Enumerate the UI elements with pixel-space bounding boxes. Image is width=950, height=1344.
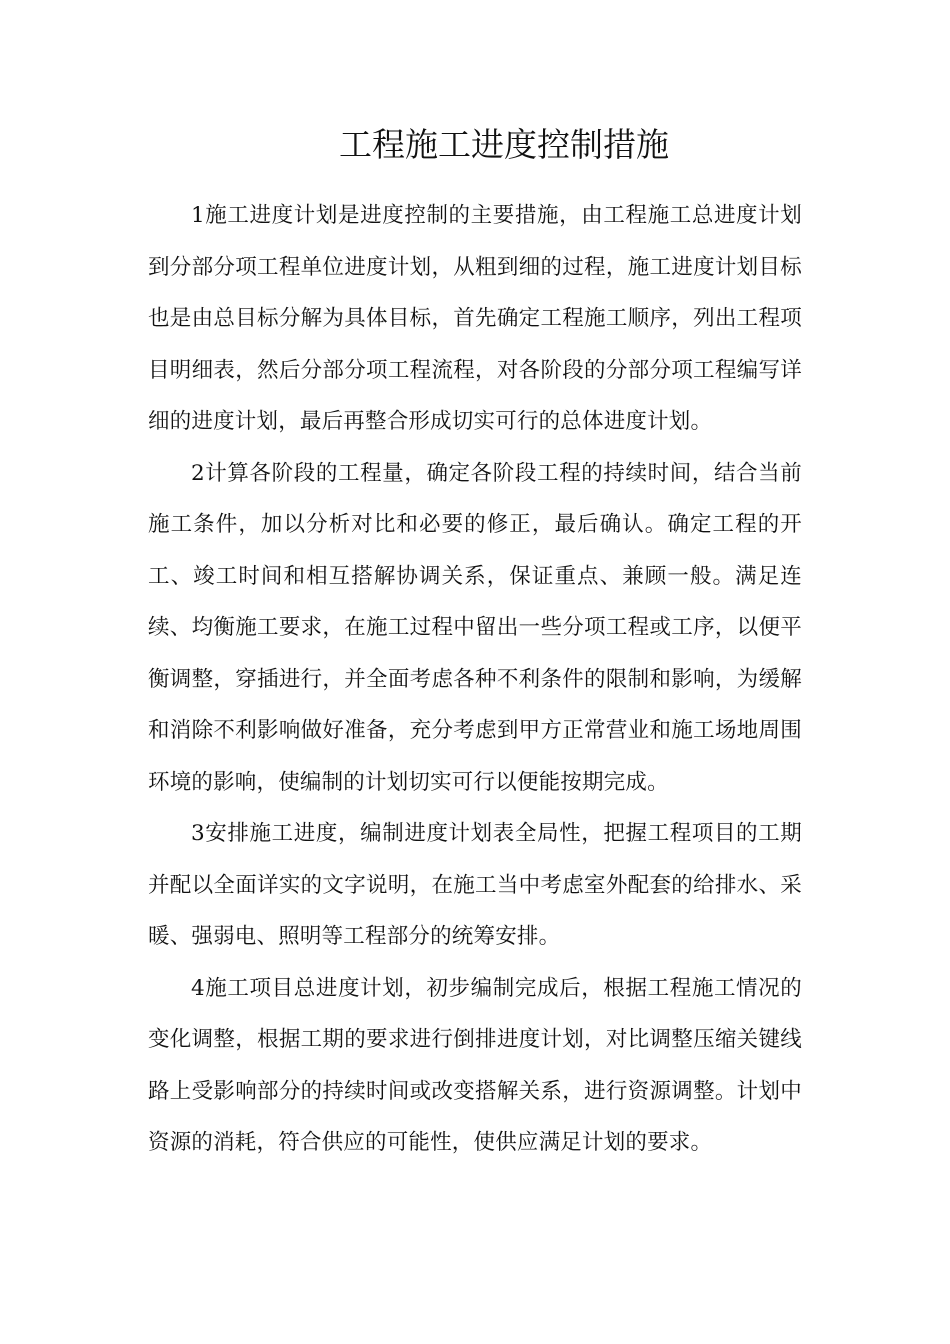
paragraph-1: 1施工进度计划是进度控制的主要措施，由工程施工总进度计划到分部分项工程单位进度计划，从粗到细的过程，施工进度计划目标也是由总目标分解为具体目标，首先确定工程施工顺序，列出工程项目明细表，然后分部分项工程流程，对各阶段的分部分项工程编写详细的进度计划，最后再整合形成切实可行的总体进度计划。 (148, 203, 802, 434)
paragraph-2: 2计算各阶段的工程量，确定各阶段工程的持续时间，结合当前施工条件，加以分析对比和必要的修正，最后确认。确定工程的开工、竣工时间和相互搭解协调关系，保证重点、兼顾一般。满足连续、均衡施工要求，在施工过程中留出一些分项工程或工序，以便平衡调整，穿插进行，并全面考虑各种不利条件的限制和影响，为缓解和消除不利影响做好准备，充分考虑到甲方正常营业和施工场地周围环境的影响，使编制的计划切实可行以便能按期完成。 (148, 460, 802, 795)
paragraph-4: 4施工项目总进度计划，初步编制完成后，根据工程施工情况的变化调整，根据工期的要求进行倒排进度计划，对比调整压缩关键线路上受影响部分的持续时间或改变搭解关系，进行资源调整。计划中资源的消耗，符合供应的可能性，使供应满足计划的要求。 (148, 975, 802, 1155)
paragraph-3: 3安排施工进度，编制进度计划表全局性，把握工程项目的工期并配以全面详实的文字说明，在施工当中考虑室外配套的给排水、采暖、强弱电、照明等工程部分的统筹安排。 (148, 821, 802, 949)
document-body (148, 190, 802, 1169)
document-title: 工程施工进度控制措施 (339, 125, 669, 164)
